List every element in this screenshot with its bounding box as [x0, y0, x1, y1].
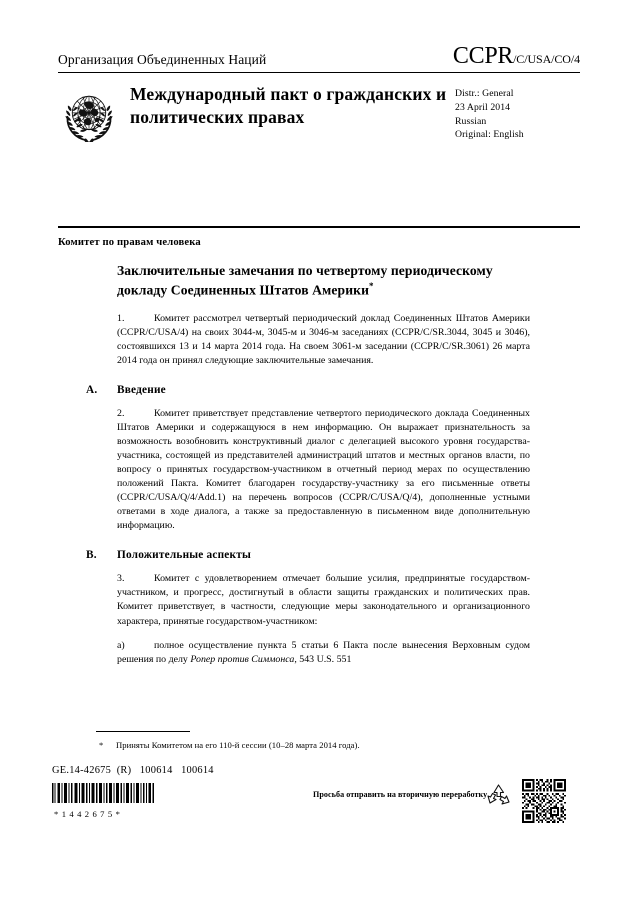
subparagraph-a-label: a) [117, 639, 125, 651]
ge-reference-line: GE.14-42675 (R) 100614 100614 [52, 765, 214, 776]
barcode [52, 783, 156, 819]
organization-name: Организация Объединенных Наций [58, 52, 267, 68]
paragraph-2 [117, 407, 530, 534]
page-title [117, 262, 517, 301]
paragraph-1 [117, 312, 530, 368]
section-heading-a [86, 384, 530, 396]
distribution-date: 23 April 2014 [455, 101, 511, 113]
section-b-title: Положительные аспекты [117, 549, 251, 562]
masthead-body-row [58, 83, 580, 147]
case-citation-name: Ропер против Симмонса [190, 653, 295, 665]
distribution-block [455, 83, 580, 142]
section-b-letter: B. [86, 549, 97, 562]
page-title-footnote-marker: * [369, 281, 374, 292]
paragraph-2-text: Комитет приветствует представление четвертого периодического доклада Соединенных Штатов Америки и содержащуюся в нем информацию. Он выражает признательность за возможность возобновить конструктивный диалог с делегацией высокого уровня государства-участника, состоящей из представителей администраций штатов и местных органов власти, по вопросу о принятых государством-участником в отчетный период мерах по осуществлению положений Пакта. Комитет благодарен государству-участнику за его письменные ответы (CCPR/C/USA/Q/4/Add.1) на перечень вопросов (CCPR/C/USA/Q/4), дополненные устными ответами в ходе диалога, а также за предоставленную в письменном виде дополнительную информацию. [117, 407, 530, 532]
distribution-type: Distr.: General [455, 88, 514, 99]
paragraph-1-number: 1. [117, 312, 125, 324]
recycle-icon [487, 783, 511, 805]
section-heading-b [86, 549, 530, 561]
barcode-number: *1442675* [54, 809, 124, 819]
footnote [99, 740, 519, 752]
subparagraph-a [117, 639, 530, 667]
footnote-separator [96, 731, 190, 732]
footnote-marker: * [99, 740, 104, 750]
covenant-title: Международный пакт о гражданских и политических правах [130, 84, 447, 128]
paragraph-3-number: 3. [117, 573, 125, 585]
paragraph-3-text: Комитет с удовлетворением отмечает большие усилия, предпринятые государством-участником, и прогресс, достигнутый в области защиты гражданских и политических прав. Комитет приветствует, в частности, следующие меры законодательного и организационного характера, принятые государством-участником: [117, 573, 530, 627]
section-a-title: Введение [117, 383, 166, 396]
masthead [58, 44, 580, 147]
document-symbol [453, 44, 580, 68]
section-a-letter: A. [86, 383, 98, 396]
document-symbol-suffix: /C/USA/CO/4 [513, 52, 580, 66]
qr-code [521, 779, 567, 823]
distribution-language: Russian [455, 115, 487, 127]
committee-name: Комитет по правам человека [58, 237, 201, 248]
footnote-text: Приняты Комитетом на его 110-й сессии (10–28 марта 2014 года). [116, 740, 360, 750]
header-separator-rule [58, 226, 580, 228]
paragraph-2-number: 2. [117, 407, 125, 419]
paragraph-3 [117, 572, 530, 628]
masthead-rule [58, 72, 580, 73]
subparagraph-a-text-before: полное осуществление пункта 5 статьи 6 Пакта после вынесения Верховным судом решения по делу [117, 639, 530, 665]
un-emblem-icon [58, 85, 120, 147]
paragraph-1-text: Комитет рассмотрел четвертый периодический доклад Соединенных Штатов Америки (CCPR/C/USA/4) на своих 3044-м, 3045-м и 3046-м заседаниях (CCPR/C/SR.3044, 3045 и 3046), состоявшихся 13 и 14 марта 2014 года. На своем 3061-м заседании (CCPR/C/SR.3061) 26 марта 2014 года он принял следующие заключительные замечания. [117, 312, 530, 366]
distribution-original: Original: English [455, 129, 524, 141]
recycle-note: Просьба отправить на вторичную переработку [313, 790, 488, 799]
document-symbol-main: CCPR [452, 43, 514, 69]
page-title-text: Заключительные замечания по четвертому периодическому докладу Соединенных Штатов Америки [117, 263, 493, 299]
document-body [58, 262, 530, 667]
masthead-top-row [58, 44, 580, 70]
subparagraph-a-text-after: , 543 U.S. 551 [294, 653, 352, 665]
